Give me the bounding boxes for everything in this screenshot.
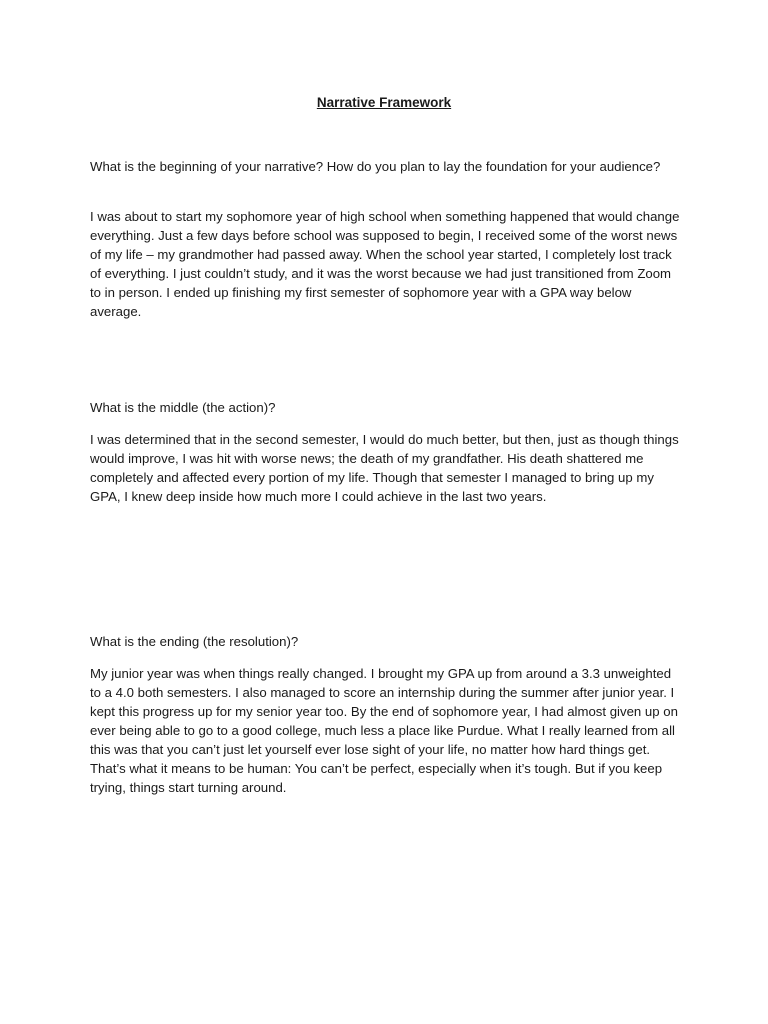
answer-beginning: I was about to start my sophomore year of high school when something happened that would change everything. Just a few days before school was supposed to begin, I received some of the worst news of my life – my grandmother had passed away. When the school year started, I completely lost track of everything. I just couldn’t study, and it was the worst because we had just transitioned from Zoom to in person. I ended up finishing my first semester of sophomore year with a GPA way below average. xyxy=(90,209,680,319)
answer-ending: My junior year was when things really changed. I brought my GPA up from around a 3.3 unweighted to a 4.0 both semesters. I also managed to score an internship during the summer after junior year. I kept this progress up for my senior year too. By the end of sophomore year, I had almost given up on ever being able to go to a good college, much less a place like Purdue. What I really learned from all this was that you can’t just let yourself ever lose sight of your life, no matter how hard things get. That’s what it means to be human: You can’t be perfect, especially when it’s tough. But if you keep trying, things start turning around. xyxy=(90,666,678,795)
document-title: Narrative Framework xyxy=(316,95,452,110)
question-middle: What is the middle (the action)? xyxy=(90,400,276,415)
question-beginning: What is the beginning of your narrative? How do you plan to lay the foundation for your audience? xyxy=(90,159,661,174)
answer-middle: I was determined that in the second semester, I would do much better, but then, just as though things would improve, I was hit with worse news; the death of my grandfather. His death shattered me completely and affected every portion of my life. Though that semester I managed to bring up my GPA, I knew deep inside how much more I could achieve in the last two years. xyxy=(90,432,679,504)
question-ending: What is the ending (the resolution)? xyxy=(90,634,299,649)
